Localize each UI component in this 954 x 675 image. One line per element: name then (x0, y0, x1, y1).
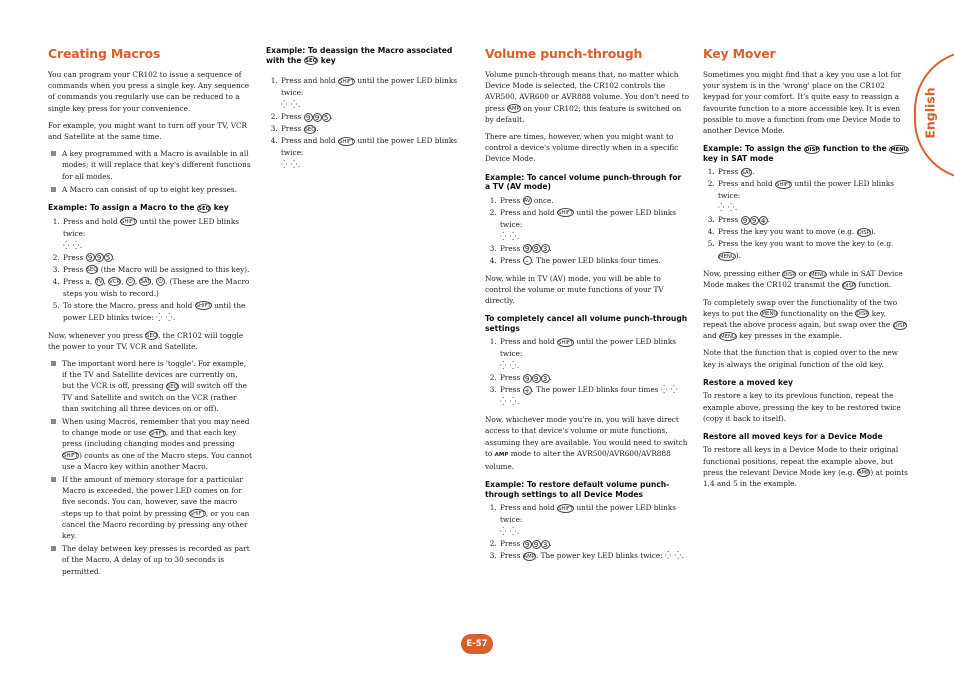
paragraph: Now, pressing either DISP or MENU while in SAT Device Mode makes the CR102 transmit the DISP function. (703, 269, 903, 290)
creating-macros-section (48, 44, 252, 583)
menu-key-icon: MENU (890, 146, 908, 153)
key-9-icon: 9 (304, 113, 313, 122)
led-blink-icon: ⁛ ⁛ (500, 527, 517, 537)
list-item: 2. Press 9 9 3 . (499, 372, 689, 384)
subheading: Restore all moved keys for a Device Mode (703, 431, 883, 441)
list-item: 2. Press and hold SHIFT until the power LED blinks twice: ⁛ ⁛. (717, 178, 909, 214)
paragraph: Now, whichever mode you're in, you will have direct access to that device's volume or mute functions, assuming they are available. You would need to switch to AMP mode to alter the AVR500/AVR600/AVR888 volume. (485, 415, 688, 472)
language-tab: English (922, 87, 938, 139)
list-item: The important word here is 'toggle'. For example, if the TV and Satellite devices are currently on, but the VCR is off, pressing SEQ will switch off the TV and Satellite and switch on the VCR (rather than switching all three devices on or off). (62, 358, 252, 414)
led-blink-icon: ⁛ ⁛ (281, 100, 298, 109)
led-blink-icon: ⁛ ⁛ (500, 397, 517, 407)
list-item: 2. Press 9 9 3 . (499, 538, 689, 550)
list-item: A Macro can consist of up to eight key presses. (62, 184, 252, 195)
paragraph: Now, while in TV (AV) mode, you will be able to control the volume or mute functions of your TV directly. (485, 273, 664, 306)
list-item: 3. Press + . The power LED blinks four times ⁛ ⁛ ⁛ ⁛. (499, 384, 689, 408)
bullet-list (48, 148, 252, 195)
sat-key-icon: SAT (140, 279, 151, 286)
menu-key-icon: MENU (719, 253, 735, 260)
key-9-icon: 9 (741, 216, 750, 225)
key-9-icon: 9 (532, 244, 541, 253)
led-blink-icon: ⁛ ⁛ (63, 240, 80, 250)
paragraph: You can program your CR102 to issue a sequence of commands when you press a single key. Any sequence of commands you regularly use can be reduced to a single key press for your convenience. (48, 70, 250, 113)
list-item: When using Macros, remember that you may need to change mode or use SHIFT, and that each key press (including changing modes and pressing SHIFT) counts as one of the Macro steps. You cannot use a Macro key within another Macro. (62, 416, 252, 471)
disp-key-icon: DISP (805, 146, 820, 153)
paragraph: Volume punch-through means that, no matter which Device Mode is selected, the CR102 controls the AVR500, AVR600 or AVR888 volume. You don't need to press AMP on your CR102; this feature is switched on by default. (485, 70, 689, 124)
power-key-icon: ⏻ (156, 277, 165, 286)
section-title: Key Mover (703, 46, 776, 61)
paragraph: Now, whenever you press SEQ, the CR102 will toggle the power to your TV, VCR and Satellite. (48, 330, 244, 351)
paragraph: To restore all keys in a Device Mode to their original functional positions, repeat the example above, but press the relevant Device Mode key (e.g. AMP) at points 1,4 and 5 in the example. (703, 445, 908, 489)
volume-up-icon: + (524, 386, 530, 395)
list-item: 3. Press 9 9 3 . (499, 243, 689, 255)
amp-key-icon: AMP (508, 106, 520, 113)
section-title: Creating Macros (48, 46, 161, 61)
key-9-icon: 9 (86, 253, 95, 262)
list-item: 1. Press AV once. (499, 195, 689, 207)
list-item: 5. Press the key you want to move the key to (e.g. MENU). (717, 238, 909, 262)
list-item: 4. Press – . The power LED blinks four times. (499, 255, 689, 267)
list-item: 2. Press 9 9 5 . (280, 111, 470, 123)
steps-list (485, 336, 689, 408)
key-3-icon: 3 (541, 374, 550, 383)
seq-key-icon: SEQ (86, 267, 98, 274)
shift-key-icon: SHIFT (339, 78, 355, 85)
key-9-icon: 9 (532, 374, 541, 383)
list-item: 1. Press and hold SHIFT until the power LED blinks twice: ⁛ ⁛. (62, 216, 252, 252)
list-item: 4. Press the key you want to move (e.g. DISP). (717, 226, 909, 238)
steps-list (485, 502, 689, 562)
sat-key-icon: SAT (741, 169, 752, 176)
list-item: If the amount of memory storage for a particular Macro is exceeded, the power LED comes on for five seconds. You can, however, save the macro steps up to that point by pressing SHIFT, or you can cancel the Macro recording by pressing any other key. (62, 474, 252, 541)
power-key-icon: ⏻ (126, 277, 135, 286)
list-item: 2. Press 9 9 5 . (62, 252, 252, 264)
volume-section (485, 44, 689, 568)
led-blink-icon: ⁛ ⁛ (660, 385, 678, 395)
disp-key-icon: DISP (856, 311, 869, 318)
list-item: 3. Press AMP. The power key LED blinks twice: ⁛ ⁛. (499, 550, 689, 562)
paragraph: For example, you might want to turn off your TV, VCR and Satellite at the same time. (48, 120, 248, 142)
seq-key-icon: SEQ (305, 58, 318, 64)
steps-list (703, 166, 909, 262)
list-item: 1. Press SAT. (717, 166, 909, 178)
key-9-icon: 9 (523, 244, 532, 253)
amp-key-icon: AMP (857, 470, 870, 477)
key-9-icon: 9 (523, 374, 532, 383)
led-blink-icon: ⁛ ⁛ (718, 203, 735, 213)
list-item: 1. Press and hold SHIFT until the power LED blinks twice: ⁛ ⁛. (499, 502, 689, 538)
list-item: 3. Press 9 9 4 . (717, 214, 909, 226)
key-4-icon: 4 (759, 216, 768, 225)
paragraph: There are times, however, when you might want to control a device's volume directly when in a specific Device Mode. (485, 132, 679, 164)
led-blink-icon: ⁛ ⁛ (500, 231, 517, 241)
example-heading: Example: To restore default volume punch-through settings to all Device Modes (485, 480, 670, 499)
steps-list (485, 195, 689, 267)
list-item: 3. Press SEQ (the Macro will be assigned to this key). (62, 264, 252, 276)
list-item: 3. Press SEQ. (280, 123, 470, 135)
key-9-icon: 9 (95, 253, 104, 262)
shift-key-icon: SHIFT (149, 430, 165, 437)
shift-key-icon: SHIFT (776, 181, 792, 188)
shift-key-icon: SHIFT (189, 511, 205, 518)
amp-label: AMP (494, 451, 509, 458)
steps-list (48, 216, 252, 324)
amp-key-icon: AMP (523, 553, 535, 560)
key-5-icon: 5 (322, 113, 331, 122)
seq-key-icon: SEQ (146, 333, 158, 340)
shift-key-icon: SHIFT (63, 453, 79, 460)
led-blink-icon: ⁛ ⁛ (156, 312, 173, 322)
shift-key-icon: SHIFT (195, 303, 211, 310)
menu-key-icon: MENU (720, 333, 736, 340)
led-blink-icon: ⁛ ⁛ (281, 160, 298, 169)
list-item: 2. Press and hold SHIFT until the power LED blinks twice: ⁛ ⁛. (499, 207, 689, 243)
volume-down-icon: – (523, 256, 532, 265)
list-item: The delay between key presses is recorded as part of the Macro. A delay of up to 30 seconds is permitted. (62, 543, 252, 577)
example-heading: Example: To assign the DISP function to the MENU key in SAT mode (703, 144, 908, 163)
paragraph: Note that the function that is copied over to the new key is always the original function of the old key. (703, 348, 898, 369)
shift-key-icon: SHIFT (558, 210, 574, 217)
key-9-icon: 9 (313, 113, 322, 122)
subheading: Restore a moved key (703, 377, 793, 387)
key-5-icon: 5 (104, 253, 113, 262)
av-key-icon: AV (523, 198, 531, 205)
led-blink-icon: ⁛ ⁛ (500, 361, 517, 371)
seq-key-icon: SEQ (166, 383, 178, 390)
disp-key-icon: DISP (842, 282, 856, 289)
bullet-list (48, 358, 252, 577)
example-heading: Example: To cancel volume punch-through for a TV (AV mode) (485, 172, 682, 192)
paragraph: To completely swap over the functionality of the two keys to put the MENU functionality on the DISP key, repeat the above process again, but swap over the DISP and MENU key presses in the example. (703, 297, 906, 341)
list-item: 4. Press and hold SHIFT until the power LED blinks twice: ⁛ ⁛. (280, 135, 470, 171)
disp-key-icon: DISP (783, 271, 796, 278)
key-9-icon: 9 (523, 540, 532, 549)
key-3-icon: 3 (541, 244, 550, 253)
example-heading: To completely cancel all volume punch-through settings (485, 314, 688, 333)
disp-key-icon: DISP (893, 322, 906, 329)
menu-key-icon: MENU (809, 271, 826, 278)
key-mover-section (703, 44, 909, 495)
list-item: 1. Press and hold SHIFT until the power LED blinks twice: ⁛ ⁛. (499, 336, 689, 372)
seq-key-icon: SEQ (198, 205, 211, 212)
example-heading: Example: To assign a Macro to the SEQ key (48, 203, 229, 213)
key-9-icon: 9 (532, 540, 541, 549)
shift-key-icon: SHIFT (339, 138, 355, 145)
shift-key-icon: SHIFT (121, 219, 137, 226)
shift-key-icon: SHIFT (558, 505, 574, 512)
disp-key-icon: DISP (857, 229, 870, 236)
deassign-section (266, 44, 470, 177)
list-item: 1. Press and hold SHIFT until the power LED blinks twice: ⁛ ⁛. (280, 75, 470, 111)
page-number: E-57 (461, 634, 493, 654)
seq-key-icon: SEQ (304, 126, 316, 133)
key-9-icon: 9 (750, 216, 759, 225)
paragraph: To restore a key to its previous function, repeat the example above, pressing the key to be restored twice (copy it back to itself). (703, 391, 901, 423)
vcr-key-icon: VCR (109, 279, 121, 286)
list-item: A key programmed with a Macro is available in all modes; it will replace that key's different functions for all modes. (62, 149, 251, 181)
steps-list (266, 75, 470, 171)
section-title: Volume punch-through (485, 46, 643, 61)
list-item: 4. Press a, TV, VCR, ⏻ , SAT, ⏻ . (These are the Macro steps you wish to record.) (62, 276, 252, 300)
paragraph: Sometimes you might find that a key you use a lot for your system is in the 'wrong' place on the CR102 keypad for your comfort. It's quite easy to reassign a favourite function to a more accessible key. It is even possible to move a function from one Device Mode to another Device Mode. (703, 70, 902, 136)
menu-key-icon: MENU (761, 311, 778, 318)
tv-key-icon: TV (95, 279, 103, 286)
shift-key-icon: SHIFT (558, 339, 574, 346)
led-blink-icon: ⁛ ⁛ (664, 551, 682, 561)
example-heading: Example: To deassign the Macro associated with the SEQ key (266, 46, 453, 65)
list-item: 5. To store the Macro, press and hold SHIFT until the power LED blinks twice: ⁛ ⁛. (62, 300, 252, 324)
key-3-icon: 3 (541, 540, 550, 549)
